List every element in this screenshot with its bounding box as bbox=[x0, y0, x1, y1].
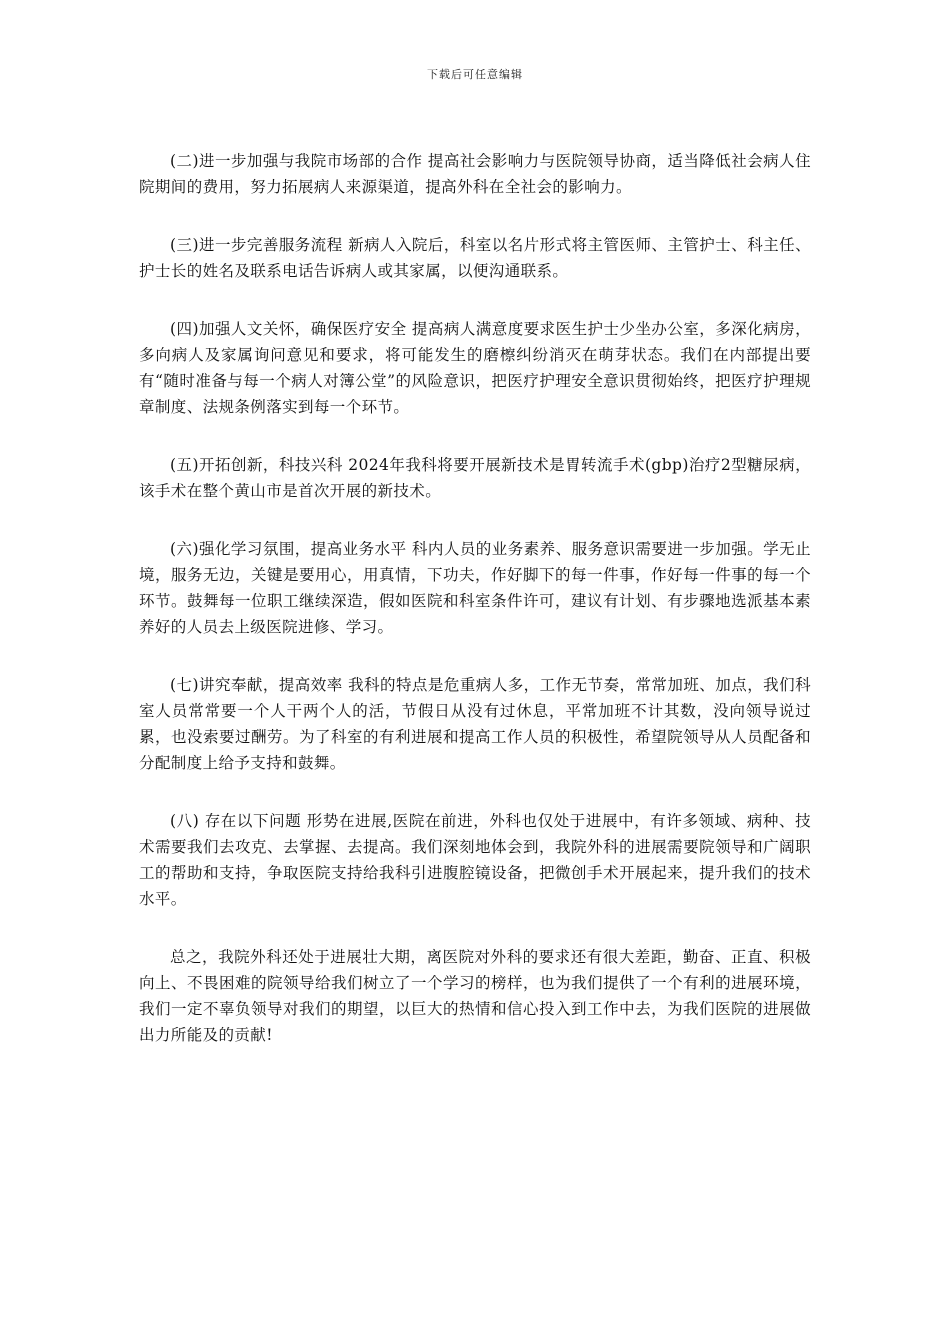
paragraph-2: (二)进一步加强与我院市场部的合作 提高社会影响力与医院领导协商，适当降低社会病人住院期间的费用，努力拓展病人来源渠道，提高外科在全社会的影响力。 bbox=[139, 152, 811, 196]
paragraph-3: (三)进一步完善服务流程 新病人入院后，科室以名片形式将主管医师、主管护士、科主任、护士长的姓名及联系电话告诉病人或其家属，以便沟通联系。 bbox=[139, 236, 811, 280]
paragraph-7: (七)讲究奉献，提高效率 我科的特点是危重病人多，工作无节奏，常常加班、加点，我们科室人员常常要一个人干两个人的活，节假日从没有过休息，平常加班不计其数，没向领导说过累，也没索要过酬劳。为了科室的有利进展和提高工作人员的积极性，希望院领导从人员配备和分配制度上给予支持和鼓舞。 bbox=[139, 676, 811, 772]
page-header: 下载后可任意编辑 bbox=[427, 68, 523, 81]
paragraph-6: (六)强化学习氛围，提高业务水平 科内人员的业务素养、服务意识需要进一步加强。学无止境，服务无边，关键是要用心，用真情，下功夫，作好脚下的每一件事，作好每一件事的每一个环节。鼓舞每一位职工继续深造，假如医院和科室条件许可，建议有计划、有步骤地选派基本素养好的人员去上级医院进修、学习。 bbox=[139, 540, 811, 636]
paragraph-conclusion: 总之，我院外科还处于进展壮大期，离医院对外科的要求还有很大差距，勤奋、正直、积极向上、不畏困难的院领导给我们树立了一个学习的榜样，也为我们提供了一个有利的进展环境，我们一定不辜负领导对我们的期望，以巨大的热情和信心投入到工作中去，为我们医院的进展做出力所能及的贡献! bbox=[139, 948, 811, 1044]
document-body bbox=[139, 148, 811, 1080]
paragraph-5: (五)开拓创新，科技兴科 2024年我科将要开展新技术是胃转流手术(gbp)治疗2型糖尿病，该手术在整个黄山市是首次开展的新技术。 bbox=[139, 456, 811, 500]
paragraph-8: (八) 存在以下问题 形势在进展,医院在前进，外科也仅处于进展中，有许多领域、病种、技术需要我们去攻克、去掌握、去提高。我们深刻地体会到，我院外科的进展需要院领导和广阔职工的帮助和支持，争取医院支持给我科引进腹腔镜设备，把微创手术开展起来，提升我们的技术水平。 bbox=[139, 812, 811, 908]
paragraph-4: (四)加强人文关怀，确保医疗安全 提高病人满意度要求医生护士少坐办公室，多深化病房，多向病人及家属询问意见和要求，将可能发生的磨檫纠纷消灭在萌芽状态。我们在内部提出要有“随时准备与每一个病人对簿公堂”的风险意识，把医疗护理安全意识贯彻始终，把医疗护理规章制度、法规条例落实到每一个环节。 bbox=[139, 320, 811, 416]
